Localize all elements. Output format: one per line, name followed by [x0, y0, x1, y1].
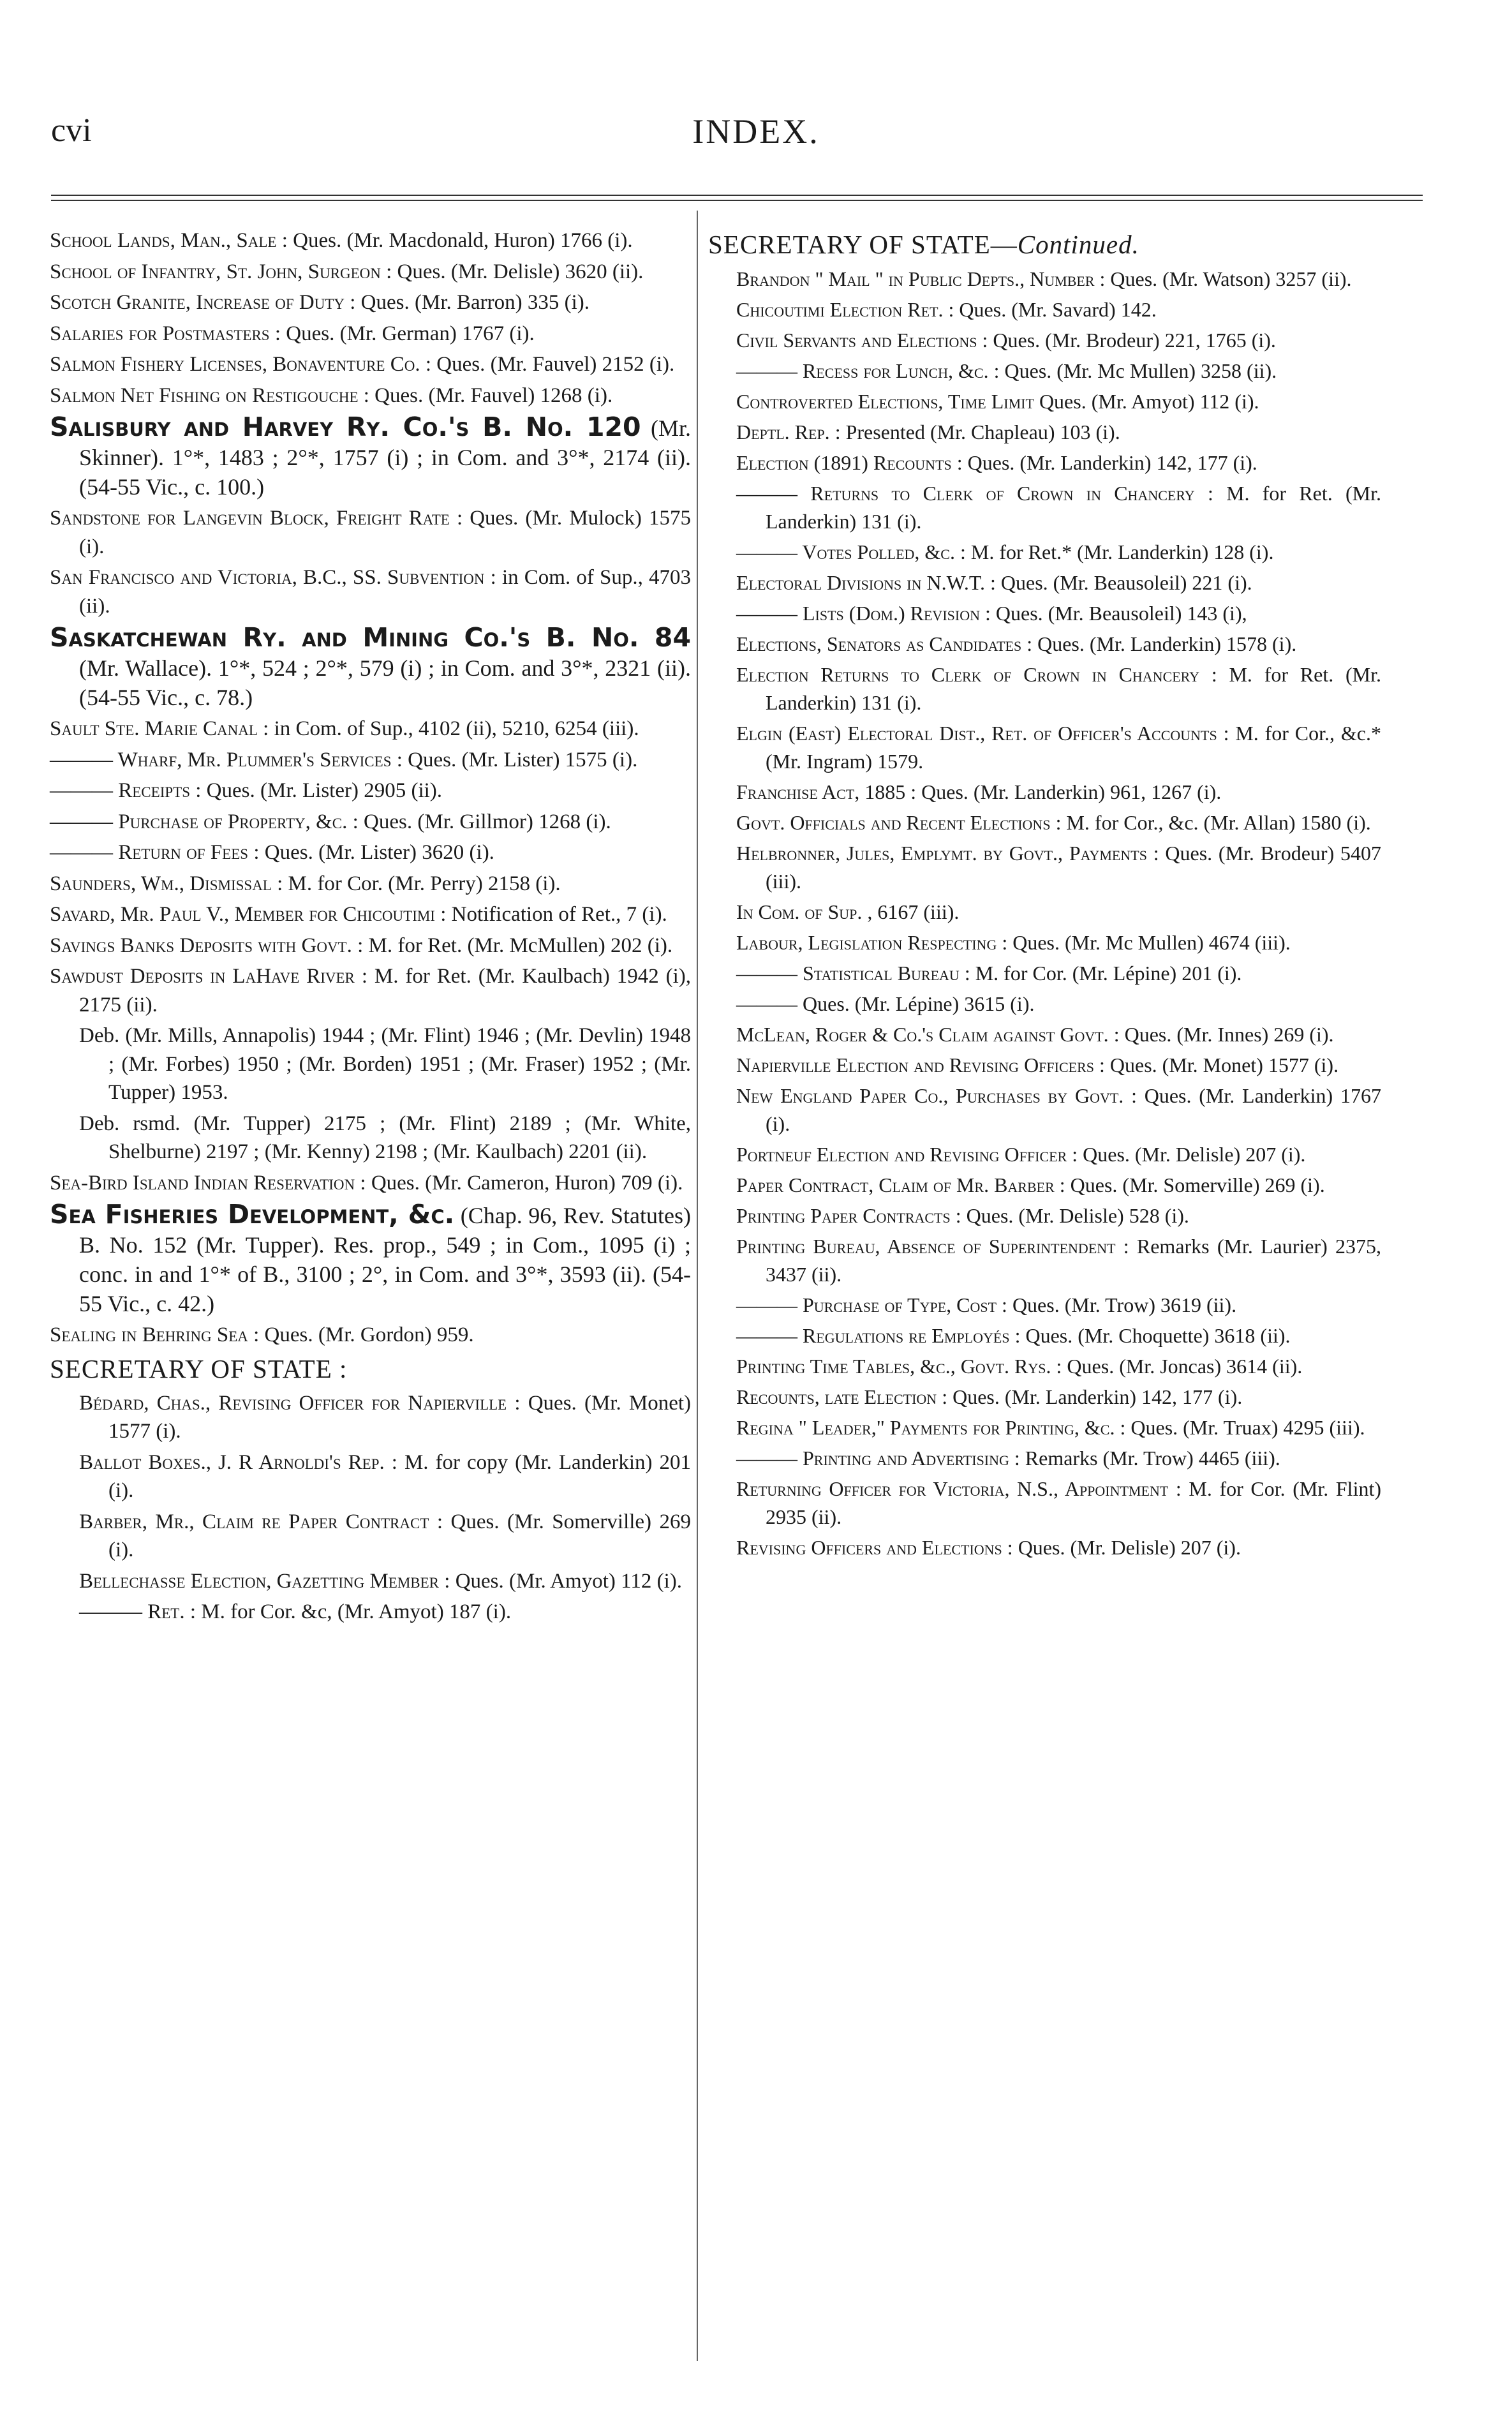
page-title: INDEX.	[692, 112, 820, 151]
entry-heading: Bellechasse Election, Gazetting Member	[79, 1569, 440, 1593]
entry-heading: Returning Officer for Victoria, N.S., Appointment	[736, 1477, 1169, 1500]
index-entry	[50, 715, 691, 743]
sub-entry	[736, 778, 1381, 806]
entry-text: : M. for Ret. (Mr. Landerkin) 131 (i).	[766, 663, 1381, 714]
entry-heading: ——— Printing and Advertising	[736, 1447, 1009, 1470]
entry-heading: Controverted Elections, Time Limit	[736, 390, 1034, 413]
sub-entry	[736, 1322, 1381, 1350]
entry-heading: Salmon Fishery Licenses, Bonaventure Co.	[50, 353, 420, 376]
entry-heading: Saskatchewan Ry. and Mining Co.'s B. No. 84	[50, 622, 691, 653]
entry-heading: Franchise Act, 1885	[736, 780, 906, 803]
sub-entry	[736, 1140, 1381, 1168]
entry-heading: In Com. of Sup.	[736, 900, 863, 923]
entry-heading: Saunders, Wm., Dismissal	[50, 872, 272, 895]
entry-heading: Printing Bureau, Absence of Superintendent	[736, 1235, 1116, 1258]
index-entry	[50, 382, 691, 410]
sub-entry	[736, 326, 1381, 354]
entry-heading: Salaries for Postmasters	[50, 322, 270, 345]
index-entry	[50, 1321, 691, 1350]
bill-entry	[50, 412, 691, 502]
entry-text: : Remarks (Mr. Trow) 4465 (iii).	[1014, 1447, 1280, 1470]
entry-text: : Ques. (Mr. Fauvel) 2152 (i).	[425, 353, 675, 376]
index-entry	[50, 746, 691, 775]
entry-text: : Ques. (Mr. Somerville) 269 (i).	[108, 1510, 692, 1561]
entry-heading: Recounts, late Election	[736, 1385, 937, 1408]
index-entry	[50, 777, 691, 805]
entry-text: : M. for Cor. &c, (Mr. Amyot) 187 (i).	[189, 1600, 512, 1623]
sub-entry	[736, 1232, 1381, 1288]
index-entry	[50, 350, 691, 379]
index-entry	[50, 900, 691, 929]
entry-text: : Ques. (Mr. Cameron, Huron) 709 (i).	[360, 1171, 683, 1195]
sub-entry	[736, 1444, 1381, 1472]
entry-text: : Ques. (Mr. Mulock) 1575 (i).	[79, 507, 692, 558]
right-column	[708, 227, 1381, 1564]
sub-entry	[736, 295, 1381, 324]
entry-text: : Ques. (Mr. Lister) 1575 (i).	[396, 748, 638, 771]
entry-heading: Salisbury and Harvey Ry. Co.'s B. No. 120	[50, 412, 641, 442]
entry-text: , 6167 (iii).	[867, 900, 960, 923]
sub-entry	[736, 1383, 1381, 1411]
sub-entry	[736, 660, 1381, 717]
entry-text: Deb. rsmd. (Mr. Tupper) 2175 ; (Mr. Flint) 2189 ; (Mr. White, Shelburne) 2197 ; (Mr. Kenny) 2198 ; (Mr. Kaulbach) 2201 (ii).	[79, 1112, 691, 1163]
sub-entry	[79, 1110, 691, 1166]
entry-text: : Ques. (Mr. Landerkin) 1578 (i).	[1027, 632, 1297, 655]
entry-text: : Ques. (Mr. Somerville) 269 (i).	[1059, 1173, 1325, 1196]
section-heading	[708, 228, 1381, 261]
entry-text: : Ques. (Mr. Innes) 269 (i).	[1113, 1023, 1334, 1046]
entry-heading: School of Infantry, St. John, Surgeon	[50, 260, 381, 283]
entry-heading: Savard, Mr. Paul V., Member for Chicoutimi	[50, 903, 435, 926]
entry-text: : M. for Cor. (Mr. Flint) 2935 (ii).	[766, 1477, 1382, 1528]
entry-heading: Elections, Senators as Candidates	[736, 632, 1022, 655]
sub-entry	[79, 1022, 691, 1107]
sub-entry	[79, 1389, 691, 1446]
entry-heading: ——— Purchase of Property, &c.	[50, 810, 348, 833]
entry-text: : in Com. of Sup., 4102 (ii), 5210, 6254 (iii).	[263, 717, 639, 740]
sub-entry	[736, 569, 1381, 597]
entry-heading: Savings Banks Deposits with Govt.	[50, 934, 352, 957]
index-entry	[50, 932, 691, 960]
entry-text: : M. for Ret. (Mr. Kaulbach) 1942 (i), 2175 (ii).	[79, 965, 691, 1016]
entry-heading: Paper Contract, Claim of Mr. Barber	[736, 1173, 1055, 1196]
entry-heading: ——— Purchase of Type, Cost	[736, 1293, 997, 1316]
entry-heading: Sea Fisheries Development, &c.	[50, 1199, 455, 1230]
entry-heading: Sandstone for Langevin Block, Freight Rate	[50, 507, 450, 530]
entry-text: (Mr. Wallace). 1°*, 524 ; 2°*, 579 (i) ; in Com. and 3°*, 2321 (ii). (54-55 Vic., c. 78.)	[79, 655, 691, 710]
sub-entry	[736, 1020, 1381, 1048]
sub-entry	[79, 1508, 691, 1565]
entry-heading: ——— Ret.	[79, 1600, 185, 1623]
entry-text: : M. for Ret. (Mr. Landerkin) 131 (i).	[766, 482, 1382, 533]
index-entry	[50, 563, 691, 620]
entry-text: : Ques. (Mr. Trow) 3619 (ii).	[1002, 1293, 1237, 1316]
entry-text: : Ques. (Mr. Macdonald, Huron) 1766 (i).	[281, 229, 633, 252]
index-entry	[50, 1169, 691, 1198]
entry-heading: Sea-Bird Island Indian Reservation	[50, 1171, 355, 1195]
entry-text: : M. for copy (Mr. Landerkin) 201 (i).	[108, 1450, 692, 1502]
sub-entry	[736, 1413, 1381, 1441]
sub-entry	[736, 1352, 1381, 1380]
entry-heading: ——— Regulations re Employés	[736, 1324, 1010, 1347]
entry-heading: Elgin (East) Electoral Dist., Ret. of Officer's Accounts	[736, 722, 1217, 745]
entry-heading: Civil Servants and Elections	[736, 329, 977, 352]
index-entry	[50, 870, 691, 898]
entry-heading: Govt. Officials and Recent Elections	[736, 811, 1051, 834]
entry-text: : Ques. (Mr. Delisle) 3620 (ii).	[386, 260, 644, 283]
sub-entry	[736, 387, 1381, 415]
entry-heading: McLean, Roger & Co.'s Claim against Govt.	[736, 1023, 1109, 1046]
entry-text: : Ques. (Mr. Delisle) 528 (i).	[955, 1204, 1189, 1227]
entry-heading: Revising Officers and Elections	[736, 1536, 1002, 1559]
entry-heading: Portneuf Election and Revising Officer	[736, 1143, 1067, 1166]
entry-text: : Ques. (Mr. Joncas) 3614 (ii).	[1056, 1355, 1303, 1378]
entry-text: : Ques. (Mr. Delisle) 207 (i).	[1072, 1143, 1306, 1166]
entry-text: : Ques. (Mr. Beausoleil) 221 (i).	[990, 571, 1252, 594]
page-number: cvi	[51, 112, 92, 149]
index-entry	[50, 838, 691, 867]
entry-text: : Ques. (Mr. Gillmor) 1268 (i).	[352, 810, 611, 833]
entry-text: : Ques. (Mr. Brodeur) 221, 1765 (i).	[982, 329, 1276, 352]
entry-heading: ——— Wharf, Mr. Plummer's Services	[50, 748, 392, 771]
sub-entry	[736, 418, 1381, 446]
entry-text: (Mr. Skinner). 1°*, 1483 ; 2°*, 1757 (i) ; in Com. and 3°*, 2174 (ii). (54-55 Vic., c. 100.)	[79, 415, 692, 500]
entry-text: : Ques. (Mr. Landerkin) 961, 1267 (i).	[910, 780, 1222, 803]
entry-heading: Salmon Net Fishing on Restigouche	[50, 383, 359, 407]
sub-entry	[736, 990, 1381, 1018]
index-entry	[50, 320, 691, 348]
entry-text: : M. for Cor. (Mr. Lépine) 201 (i).	[964, 962, 1242, 985]
entry-heading: Deptl. Rep.	[736, 421, 830, 443]
entry-text: : M. for Cor., &c.* (Mr. Ingram) 1579.	[766, 722, 1381, 773]
sub-entry	[736, 1533, 1381, 1561]
entry-text: : Ques. (Mr. Barron) 335 (i).	[350, 291, 590, 314]
entry-text: : Ques. (Mr. Lister) 3620 (i).	[253, 841, 494, 864]
entry-heading: Election (1891) Recounts	[736, 451, 952, 474]
sub-entry	[79, 1598, 691, 1627]
header-rule-top	[51, 195, 1423, 196]
entry-text: : Notification of Ret., 7 (i).	[440, 903, 667, 926]
entry-text: : Ques. (Mr. Truax) 4295 (iii).	[1120, 1416, 1365, 1439]
entry-heading: Printing Time Tables, &c., Govt. Rys.	[736, 1355, 1051, 1378]
entry-heading: School Lands, Man., Sale	[50, 229, 277, 252]
continued-label: Continued.	[1017, 230, 1139, 259]
sub-entry	[736, 1051, 1381, 1079]
sub-entry	[736, 449, 1381, 477]
entry-heading: ——— Returns to Clerk of Crown in Chancery	[736, 482, 1195, 505]
sub-entry	[736, 898, 1381, 926]
entry-text: Ques. (Mr. Amyot) 112 (i).	[1039, 390, 1259, 413]
entry-text: : Ques. (Mr. Lister) 2905 (ii).	[195, 779, 443, 802]
entry-text: : Ques. (Mr. Delisle) 207 (i).	[1007, 1536, 1241, 1559]
sub-entry	[736, 630, 1381, 658]
entry-text: : Ques. (Mr. Mc Mullen) 3258 (ii).	[993, 359, 1277, 382]
entry-text: (Chap. 96, Rev. Statutes) B. No. 152 (Mr. Tupper). Res. prop., 549 ; in Com., 1095 (i) ; conc. in and 1°* of B., 3100 ; 2°, in Com. and 3°*, 3593 (ii). (54-55 Vic., c. 42.)	[79, 1203, 691, 1316]
entry-text: : Ques. (Mr. Watson) 3257 (ii).	[1099, 267, 1352, 290]
entry-text: : Ques. (Mr. Landerkin) 1767 (i).	[766, 1084, 1381, 1135]
section-heading-label: SECRETARY OF STATE :	[50, 1353, 348, 1383]
sub-entry	[736, 1202, 1381, 1230]
header-rule-bottom	[51, 200, 1423, 201]
index-entry	[50, 227, 691, 255]
index-entry	[50, 504, 691, 561]
entry-text: : Ques. (Mr. Gordon) 959.	[253, 1323, 474, 1346]
entry-text: : M. for Cor., &c. (Mr. Allan) 1580 (i).	[1055, 811, 1371, 834]
entry-heading: ——— Recess for Lunch, &c.	[736, 359, 989, 382]
entry-text: : M. for Cor. (Mr. Perry) 2158 (i).	[277, 872, 561, 895]
sub-entry	[736, 599, 1381, 627]
sub-entry	[736, 1475, 1381, 1531]
index-entry	[50, 808, 691, 837]
entry-heading: Barber, Mr., Claim re Paper Contract	[79, 1510, 429, 1533]
entry-heading: Election Returns to Clerk of Crown in Chancery	[736, 663, 1200, 686]
entry-text: : M. for Ret.* (Mr. Landerkin) 128 (i).	[960, 540, 1274, 563]
left-column	[50, 227, 691, 1629]
section-heading-label: SECRETARY OF STATE—	[708, 230, 1018, 259]
section-heading	[50, 1352, 691, 1385]
entry-text: : Ques. (Mr. Choquette) 3618 (ii).	[1014, 1324, 1291, 1347]
entry-text: : Ques. (Mr. Monet) 1577 (i).	[108, 1391, 692, 1443]
entry-heading: Labour, Legislation Respecting	[736, 931, 997, 954]
entry-text: : Ques. (Mr. Savard) 142.	[948, 298, 1157, 321]
entry-heading: Sealing in Behring Sea	[50, 1323, 248, 1346]
sub-entry	[736, 1291, 1381, 1319]
entry-text: : Ques. (Mr. Beausoleil) 143 (i),	[985, 602, 1247, 625]
sub-entry	[736, 357, 1381, 385]
entry-heading: New England Paper Co., Purchases by Govt.	[736, 1084, 1124, 1107]
sub-entry	[736, 1171, 1381, 1199]
sub-entry	[736, 808, 1381, 837]
sub-entry	[736, 959, 1381, 987]
entry-heading: ——— Votes Polled, &c.	[736, 540, 955, 563]
index-entry	[50, 258, 691, 287]
entry-heading: ———	[736, 992, 797, 1015]
entry-heading: Brandon " Mail " in Public Depts., Number	[736, 267, 1095, 290]
entry-heading: Helbronner, Jules, Emplymt. by Govt., Payments	[736, 842, 1147, 865]
sub-entry	[736, 839, 1381, 895]
entry-heading: Ballot Boxes., J. R Arnoldi's Rep.	[79, 1450, 385, 1474]
entry-text: Deb. (Mr. Mills, Annapolis) 1944 ; (Mr. Flint) 1946 ; (Mr. Devlin) 1948 ; (Mr. Forbes) 1950 ; (Mr. Borden) 1951 ; (Mr. Fraser) 1952 ; (Mr. Tupper) 1953.	[79, 1024, 691, 1104]
entry-heading: ——— Return of Fees	[50, 841, 249, 864]
entry-heading: Bédard, Chas., Revising Officer for Napierville	[79, 1391, 507, 1415]
entry-text: Ques. (Mr. Lépine) 3615 (i).	[803, 992, 1035, 1015]
entry-heading: ——— Receipts	[50, 779, 190, 802]
entry-heading: Sawdust Deposits in LaHave River	[50, 965, 355, 988]
sub-entry	[79, 1567, 691, 1596]
sub-entry	[736, 1082, 1381, 1138]
sub-entry	[79, 1448, 691, 1505]
sub-entry	[736, 538, 1381, 566]
sub-entry	[736, 719, 1381, 775]
entry-text: : Ques. (Mr. Mc Mullen) 4674 (iii).	[1002, 931, 1291, 954]
entry-text: : Ques. (Mr. Fauvel) 1268 (i).	[363, 383, 613, 407]
entry-text: : M. for Ret. (Mr. McMullen) 202 (i).	[357, 934, 673, 957]
entry-heading: Chicoutimi Election Ret.	[736, 298, 944, 321]
entry-heading: ——— Lists (Dom.) Revision	[736, 602, 980, 625]
entry-text: : Ques. (Mr. Landerkin) 142, 177 (i).	[942, 1385, 1243, 1408]
entry-text: : Ques. (Mr. Brodeur) 5407 (iii).	[766, 842, 1382, 893]
bill-entry	[50, 623, 691, 712]
entry-heading: Regina " Leader," Payments for Printing, &c.	[736, 1416, 1115, 1439]
entry-heading: Scotch Granite, Increase of Duty	[50, 291, 345, 314]
entry-text: : Ques. (Mr. Amyot) 112 (i).	[444, 1569, 683, 1593]
entry-text: : in Com. of Sup., 4703 (ii).	[79, 566, 692, 618]
entry-heading: San Francisco and Victoria, B.C., SS. Subvention	[50, 566, 485, 589]
bill-entry	[50, 1200, 691, 1318]
entry-text: : Remarks (Mr. Laurier) 2375, 3437 (ii).	[766, 1235, 1382, 1286]
entry-heading: Electoral Divisions in N.W.T.	[736, 571, 986, 594]
entry-heading: Napierville Election and Revising Officers	[736, 1054, 1094, 1076]
entry-text: : Ques. (Mr. Landerkin) 142, 177 (i).	[956, 451, 1257, 474]
sub-entry	[736, 479, 1381, 535]
entry-heading: ——— Statistical Bureau	[736, 962, 960, 985]
entry-heading: Printing Paper Contracts	[736, 1204, 951, 1227]
index-entry	[50, 288, 691, 317]
entry-text: : Ques. (Mr. Monet) 1577 (i).	[1099, 1054, 1339, 1076]
entry-text: : Presented (Mr. Chapleau) 103 (i).	[834, 421, 1120, 443]
sub-entry	[736, 265, 1381, 293]
entry-heading: Sault Ste. Marie Canal	[50, 717, 258, 740]
column-divider	[697, 211, 698, 2361]
sub-entry	[736, 928, 1381, 957]
entry-text: : Ques. (Mr. German) 1767 (i).	[274, 322, 535, 345]
index-entry	[50, 962, 691, 1019]
